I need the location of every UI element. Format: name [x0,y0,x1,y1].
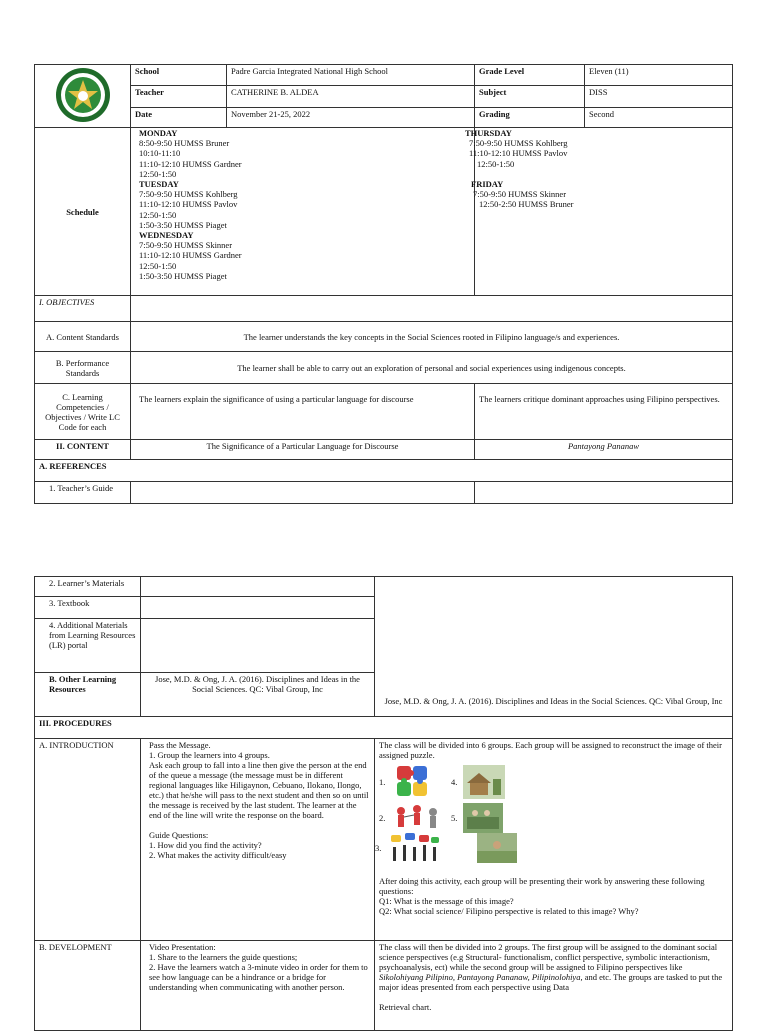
teacher-value: CATHERINE B. ALDEA [227,86,475,107]
teachers-guide-label: 1. Teacher’s Guide [35,482,131,504]
development-label: B. DEVELOPMENT [35,941,141,1031]
puzzle-number-2: 2. [379,813,386,823]
village-photo-icon [463,765,505,799]
intro-step-1: 1. Group the learners into 4 groups. [149,750,270,760]
sched-line: 11:10-12:10 HUMSS Pavlov [139,199,238,210]
content-standards-label: A. Content Standards [35,322,131,352]
intro-right-after: After doing this activity, each group will be presenting their work by answering these following questions: [379,876,705,896]
intro-question-1: 1. How did you find the activity? [149,840,262,850]
dev-step-1: 1. Share to the learners the guide questions; [149,952,298,962]
performance-standards: The learner shall be able to carry out an exploration of personal and social experiences using indigenous concepts. [131,352,733,384]
speech-bubbles-icon [387,833,441,863]
introduction-label: A. INTRODUCTION [35,739,141,941]
sched-line: 12:50-1:50 [477,158,515,169]
sched-line: 12:50-1:50 [139,168,177,179]
day-friday: FRIDAY [471,178,504,189]
puzzle-number-5: 5. [451,813,458,823]
learners-materials-left [141,577,375,597]
competency-1: The learners explain the significance of using a particular language for discourse [131,384,475,440]
teacher-label: Teacher [131,86,227,107]
intro-right-q2: Q2: What social science/ Filipino perspective is related to this image? Why? [379,906,639,916]
school-seal-icon [54,66,112,124]
other-resources-label: B. Other Learning Resources [35,673,141,717]
teachers-guide-right [475,482,733,504]
sched-line: 1:50-3:50 HUMSS Piaget [139,219,227,230]
classroom-photo-icon [463,803,503,833]
development-left [141,941,375,1031]
field-photo-icon [477,833,517,863]
day-wednesday: WEDNESDAY [139,230,194,241]
day-tuesday: TUESDAY [139,179,179,190]
dev-title: Video Presentation: [149,942,216,952]
schedule-right [465,128,733,296]
subject-label: Subject [475,86,585,107]
sched-line: 11:10-12:10 HUMSS Pavlov [469,148,568,159]
sched-line: 7:50-9:50 HUMSS Skinner [139,240,233,251]
procedures-title: III. PROCEDURES [35,717,733,739]
introduction-right [375,739,733,941]
sched-line: 1:50-3:50 HUMSS Piaget [139,270,227,281]
additional-materials-left [141,619,375,673]
dev-right-paragraph [379,942,728,992]
textbook-label: 3. Textbook [35,597,141,619]
grading-label: Grading [475,107,585,127]
performance-standards-label: B. Performance Standards [35,352,131,384]
intro-guide-questions: Guide Questions: [149,830,209,840]
sched-line: 7:50-9:50 HUMSS Kohlberg [139,189,238,200]
dev-right-text-b: Sikolohiyang Pilipino, Pantayong Pananaw, Pilipinolohiya, [379,972,583,982]
learners-materials-label: 2. Learner’s Materials [35,577,141,597]
sched-line: 7:50-9:50 HUMSS Kohlberg [469,138,568,149]
grade-value: Eleven (11) [585,65,733,86]
competencies-label: C. Learning Competencies / Objectives / Write LC Code for each [35,384,131,440]
dll-table-page2 [34,576,733,1031]
sched-line: 10:10-11:10 [139,148,181,159]
dll-table-page1 [34,64,733,504]
schedule-label: Schedule [35,128,131,296]
intro-right-q1: Q1: What is the message of this image? [379,896,514,906]
competency-2: The learners critique dominant approaches using Filipino perspectives. [475,384,733,440]
date-value: November 21-25, 2022 [227,107,475,127]
day-thursday: THURSDAY [465,128,512,138]
date-label: Date [131,107,227,127]
school-logo [35,65,131,128]
sched-line: 12:50-2:50 HUMSS Bruner [479,199,574,210]
objectives-title: I. OBJECTIVES [35,296,131,322]
sched-line: 7:50-9:50 HUMSS Skinner [473,189,567,200]
sched-line: 11:10-12:10 HUMSS Gardner [139,250,242,261]
objectives-empty [131,296,733,322]
school-value: Padre Garcia Integrated National High School [227,65,475,86]
dev-right-retrieval: Retrieval chart. [379,1002,432,1012]
people-network-icon [391,803,443,833]
sched-line: 12:50-1:50 [139,260,177,271]
intro-body: Ask each group to fall into a line then give the person at the end of the queue a message (the message must be in different regional languages like Hiligaynon, Cebuano, Ilokano, Ilongo, etc.) that he/she will pass to the next student and then so on until the message is received by the last student. The learner at the end of the line will write the response on the board. [149,760,369,820]
intro-right-lead: The class will be divided into 6 groups. Each group will be assigned to reconstruct the image of their assigned puzzle. [379,740,722,760]
intro-question-2: 2. What makes the activity difficult/easy [149,850,287,860]
puzzle-number-4: 4. [451,777,458,787]
teachers-guide-left [131,482,475,504]
development-right [375,941,733,1031]
textbook-left [141,597,375,619]
other-resources-right: Jose, M.D. & Ong, J. A. (2016). Disciplines and Ideas in the Social Sciences. QC: Vibal Group, Inc [375,577,733,717]
schedule-left [131,128,475,296]
introduction-left [141,739,375,941]
subject-value: DISS [585,86,733,107]
sched-line: 8:50-9:50 HUMSS Bruner [139,138,230,149]
puzzle-number-3: 3. [375,843,382,853]
sched-line: 12:50-1:50 [139,209,177,220]
content-right: Pantayong Pananaw [475,440,733,460]
page-2 [0,576,768,1024]
grade-label: Grade Level [475,65,585,86]
dev-step-2: 2. Have the learners watch a 3-minute video in order for them to see how language can be a hindrance or a bridge for understanding when communicating with another person. [149,962,368,992]
puzzle-number-1: 1. [379,777,386,787]
content-standards: The learner understands the key concepts in the Social Sciences rooted in Filipino language/s and experiences. [131,322,733,352]
day-monday: MONDAY [139,128,178,138]
dev-right-text-a: The class will then be divided into 2 groups. The first group will be assigned to the dominant social science perspectives (e.g Structural- functionalism, conflict perspective, symbolic interactionism, psychoanalysis, ect) while the second group will be assigned to Filipino perspectives like [379,942,718,972]
sched-line: 11:10-12:10 HUMSS Gardner [139,158,242,169]
dev-right-text-c: and etc. The groups are tasked to put the major ideas presented from each perspective using Data [379,972,723,992]
intro-title: Pass the Message. [149,740,211,750]
page-gap [0,532,768,576]
school-label: School [131,65,227,86]
content-left: The Significance of a Particular Language for Discourse [131,440,475,460]
puzzle-pieces-icon [391,764,443,800]
other-resources-left: Jose, M.D. & Ong, J. A. (2016). Disciplines and Ideas in the Social Sciences. QC: Vibal Group, Inc [141,673,375,717]
content-label: II. CONTENT [35,440,131,460]
additional-materials-label: 4. Additional Materials from Learning Resources (LR) portal [35,619,141,673]
references-label: A. REFERENCES [35,460,733,482]
grading-value: Second [585,107,733,127]
